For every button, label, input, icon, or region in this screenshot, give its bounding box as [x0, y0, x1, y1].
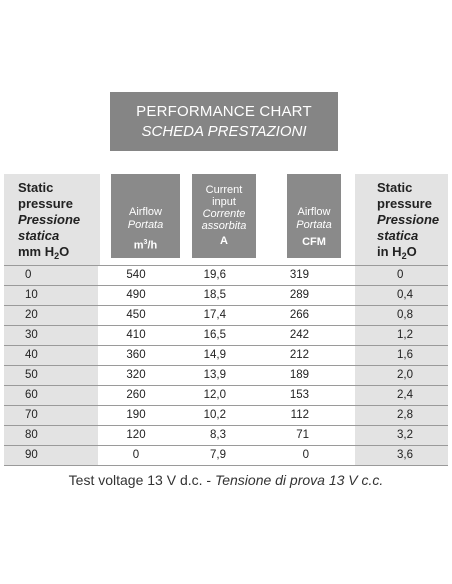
header-line: Portata [127, 219, 164, 231]
header-line: statica [377, 228, 419, 243]
cell-amp: 19,6 [203, 269, 226, 281]
footer-english: Test voltage 13 V d.c. - [68, 472, 215, 488]
cell-in: 0,8 [397, 309, 413, 321]
cell-amp: 8,3 [210, 429, 226, 441]
cell-m3h: 410 [126, 329, 146, 341]
cell-mm: 90 [25, 449, 38, 461]
cell-cfm: 112 [290, 409, 309, 421]
cell-m3h: 360 [126, 349, 146, 361]
cell-amp: 10,2 [203, 409, 226, 421]
header-line: Corrente [202, 208, 246, 220]
cell-in: 2,4 [397, 389, 413, 401]
static-pressure-mm-header [4, 174, 100, 266]
table-row [4, 406, 448, 426]
header-line: input [212, 196, 236, 208]
footer-italian: Tensione di prova 13 V c.c. [214, 472, 384, 488]
cell-cfm: 212 [289, 349, 309, 361]
cell-in: 2,0 [397, 369, 413, 381]
cell-amp: 16,5 [203, 329, 226, 341]
header-line: statica [18, 228, 60, 243]
cell-in: 0,4 [397, 289, 413, 301]
airflow-cfm-header [287, 174, 341, 258]
header-unit: in $H_2O$ [377, 244, 417, 261]
cell-cfm: 0 [302, 449, 309, 461]
header-unit: CFM [302, 236, 326, 248]
header-unit: mm $H_2O$ [18, 244, 70, 261]
table-row [4, 346, 448, 366]
cell-m3h: 490 [126, 289, 146, 301]
cell-cfm: 153 [289, 389, 309, 401]
cell-m3h: 190 [126, 409, 146, 421]
cell-m3h: 540 [126, 269, 146, 281]
cell-amp: 14,9 [203, 349, 226, 361]
cell-mm: 80 [25, 429, 38, 441]
header-unit: $m^3/h$ [133, 239, 158, 252]
cell-m3h: 450 [126, 309, 146, 321]
cell-in: 1,6 [397, 349, 413, 361]
table-row [4, 366, 448, 386]
cell-amp: 18,5 [203, 289, 226, 301]
table-row [4, 306, 448, 326]
current-input-header [192, 174, 256, 258]
cell-mm: 50 [25, 369, 38, 381]
table-row [4, 426, 448, 446]
cell-cfm: 189 [289, 369, 309, 381]
header-line: Pressione [377, 212, 440, 227]
chart-title-banner [110, 92, 338, 151]
header-line: Current [205, 184, 243, 196]
cell-in: 3,2 [397, 429, 413, 441]
cell-cfm: 319 [289, 269, 309, 281]
header-line: Static [377, 180, 413, 195]
cell-m3h: 0 [132, 449, 140, 461]
cell-in: 2,8 [397, 409, 413, 421]
table-row [4, 286, 448, 306]
header-unit: A [220, 235, 228, 247]
header-line: pressure [18, 196, 73, 211]
cell-m3h: 260 [126, 389, 146, 401]
cell-amp: 12,0 [203, 389, 226, 401]
header-line: assorbita [201, 220, 247, 232]
cell-mm: 10 [25, 289, 38, 301]
cell-cfm: 289 [289, 289, 309, 301]
table-row [4, 326, 448, 346]
cell-mm: 30 [25, 329, 38, 341]
cell-mm: 70 [25, 409, 38, 421]
performance-table [4, 265, 448, 466]
cell-in: 0 [397, 269, 404, 281]
header-line: Pressione [18, 212, 81, 227]
cell-amp: 7,9 [210, 449, 226, 461]
table-row [4, 265, 448, 286]
header-line: Airflow [297, 206, 331, 218]
cell-mm: 20 [25, 309, 38, 321]
cell-mm: 0 [25, 269, 32, 281]
chart-subtitle: SCHEDA PRESTAZIONI [141, 123, 307, 140]
cell-in: 1,2 [397, 329, 413, 341]
airflow-m3h-header [111, 174, 180, 258]
header-line: Portata [296, 219, 332, 231]
chart-title: PERFORMANCE CHART [136, 103, 312, 120]
cell-in: 3,6 [397, 449, 413, 461]
cell-m3h: 120 [126, 429, 146, 441]
header-line: pressure [377, 196, 432, 211]
cell-m3h: 320 [126, 369, 146, 381]
cell-mm: 60 [25, 389, 38, 401]
cell-mm: 40 [25, 349, 38, 361]
cell-cfm: 242 [289, 329, 309, 341]
static-pressure-in-header [355, 174, 448, 266]
cell-cfm: 71 [296, 429, 309, 441]
table-row [4, 446, 448, 466]
cell-amp: 17,4 [203, 309, 226, 321]
table-row [4, 386, 448, 406]
header-line: Airflow [128, 206, 162, 218]
header-line: Static [18, 180, 54, 195]
test-voltage-note [0, 472, 452, 488]
cell-cfm: 266 [289, 309, 309, 321]
cell-amp: 13,9 [203, 369, 226, 381]
